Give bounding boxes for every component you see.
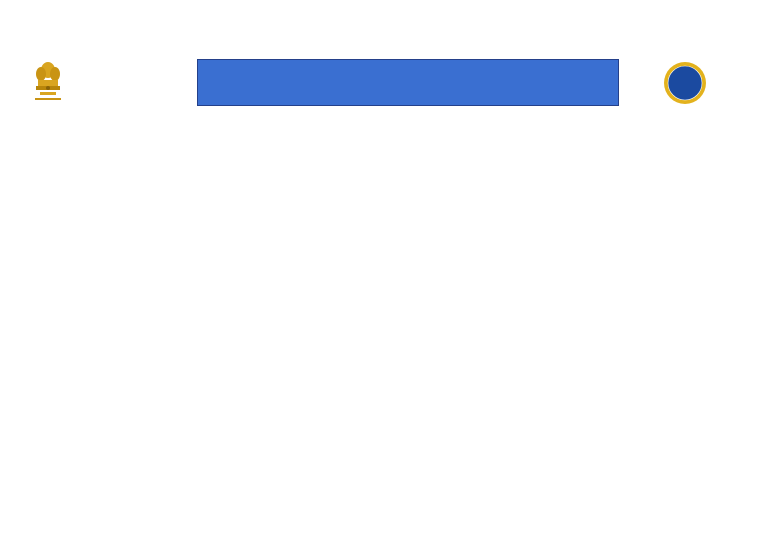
roadmap-grid [30,128,753,470]
page-title [197,59,619,106]
year-header [197,118,753,128]
cdac-logo-icon [663,61,707,105]
national-emblem-icon [32,60,64,108]
